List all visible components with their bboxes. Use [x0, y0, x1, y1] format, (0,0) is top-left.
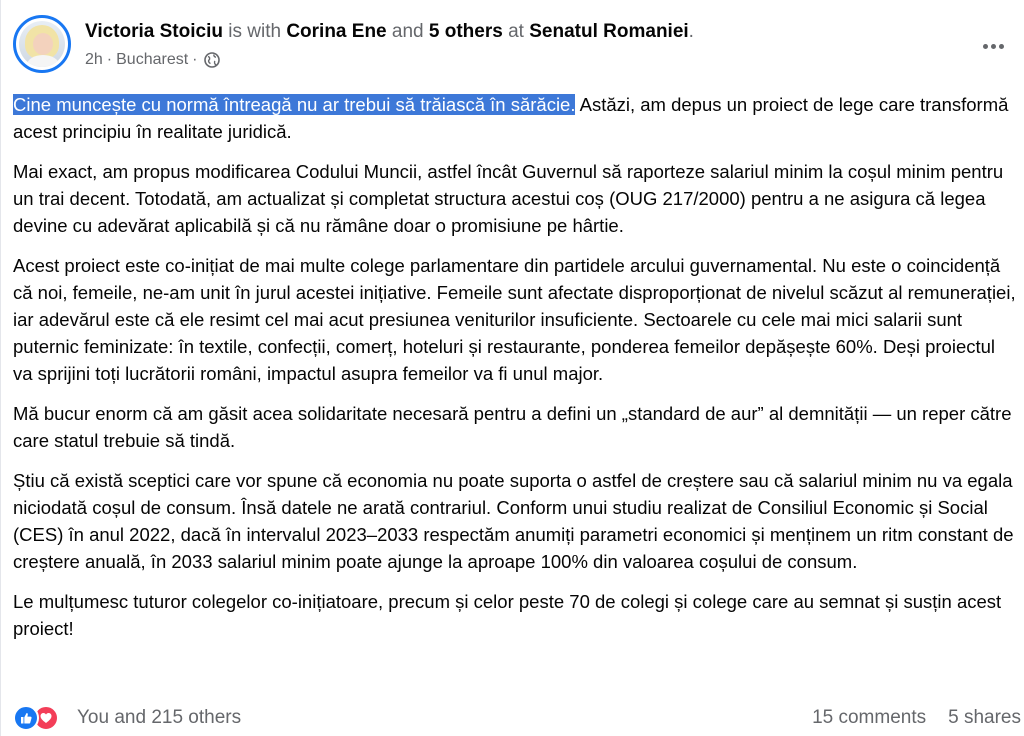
- comments-count[interactable]: 15 comments: [812, 707, 927, 728]
- more-dot: [991, 44, 996, 49]
- post-meta: [85, 50, 220, 70]
- post-city[interactable]: Bucharest: [116, 51, 189, 68]
- post-header: [13, 12, 1013, 72]
- avatar-body: [27, 55, 59, 67]
- like-icon: [13, 705, 39, 731]
- meta-separator-2: ·: [192, 51, 198, 68]
- author-name[interactable]: Victoria Stoiciu: [85, 21, 223, 42]
- post-footer: [13, 703, 1021, 733]
- paragraph-3: Acest proiect este co-inițiat de mai multe colege parlamentare din partidele arcului guvernamental. Nu este o coincidență că noi, femeile, ne-am unit în jurul acestei inițiative. Femeile sunt afectate disproporționat de nivelul scăzut al remunerației, iar adevărul este că ele resimt cel mai acut presiunea veniturilor insuficiente. Sectoarele cu cele mai mici salarii sunt puternic feminizate: în textile, confecții, comerț, hoteluri și restaurante, ponderea femeilor depășește 60%. Deși proiectul va sprijini toți lucrătorii români, impactul asupra femeilor va fi unul major.: [13, 255, 1016, 384]
- title-period: .: [688, 21, 694, 42]
- and-text: and: [391, 21, 424, 42]
- reactions-summary[interactable]: You and 215 others: [77, 707, 242, 728]
- paragraph-4: Mă bucur enorm că am găsit acea solidaritate necesară pentru a defini un „standard de aur” al demnității — un reper către care statul trebuie să tindă.: [13, 403, 1012, 451]
- more-options-icon: [983, 44, 988, 49]
- avatar-photo: [19, 21, 65, 67]
- tagged-person[interactable]: Corina Ene: [286, 21, 387, 42]
- paragraph-5: Știu că există sceptici care vor spune că economia nu poate suporta o astfel de creștere sau că salariul minim nu va egala niciodată coșul de consum. Însă datele ne arată contrariul. Conform unui studiu realizat de Consiliul Economic și Social (CES) în anul 2022, dacă în intervalul 2023–2033 respectăm anumiți parametri economici și menținem un ritm constant de creștere anuală, în 2033 salariul minim poate ajunge la aproape 100% din valoarea coșului de consum.: [13, 470, 1014, 572]
- paragraph-1-rest: Astăzi, am depus un proiect de lege care transformă acest principiu în realitate juridică.: [13, 94, 1009, 142]
- paragraph-1: [13, 91, 1017, 145]
- more-options-button[interactable]: [975, 32, 1011, 60]
- post-body: [13, 91, 1017, 655]
- author-avatar[interactable]: [13, 15, 71, 73]
- others-link[interactable]: 5 others: [428, 21, 503, 42]
- at-text: at: [508, 21, 524, 42]
- avatar-face: [33, 33, 53, 55]
- globe-icon[interactable]: [204, 52, 220, 68]
- paragraph-2: Mai exact, am propus modificarea Codului Muncii, astfel încât Guvernul să raporteze salariul minim la coșul minim pentru un trai decent. Totodată, am actualizat și completat structura acestui coș (OUG 217/2000) pentru a ne asigura că legea devine cu adevărat aplicabilă și că nu rămâne doar o promisiune pe hârtie.: [13, 161, 1004, 236]
- paragraph-6: Le mulțumesc tuturor colegelor co-inițiatoare, precum și celor peste 70 de colegi și colege care au semnat și susțin acest proiect!: [13, 591, 1002, 639]
- meta-separator: ·: [106, 51, 113, 68]
- shares-count[interactable]: 5 shares: [948, 707, 1021, 728]
- post-title-line: [85, 20, 694, 44]
- more-dot: [999, 44, 1004, 49]
- location-tag[interactable]: Senatul Romaniei: [529, 21, 689, 42]
- with-text: is with: [228, 21, 282, 42]
- reaction-icons[interactable]: [13, 705, 59, 731]
- post-time[interactable]: 2h: [85, 51, 103, 68]
- selected-text[interactable]: Cine muncește cu normă întreagă nu ar trebui să trăiască în sărăcie.: [13, 94, 576, 115]
- post-stats: [812, 705, 1021, 731]
